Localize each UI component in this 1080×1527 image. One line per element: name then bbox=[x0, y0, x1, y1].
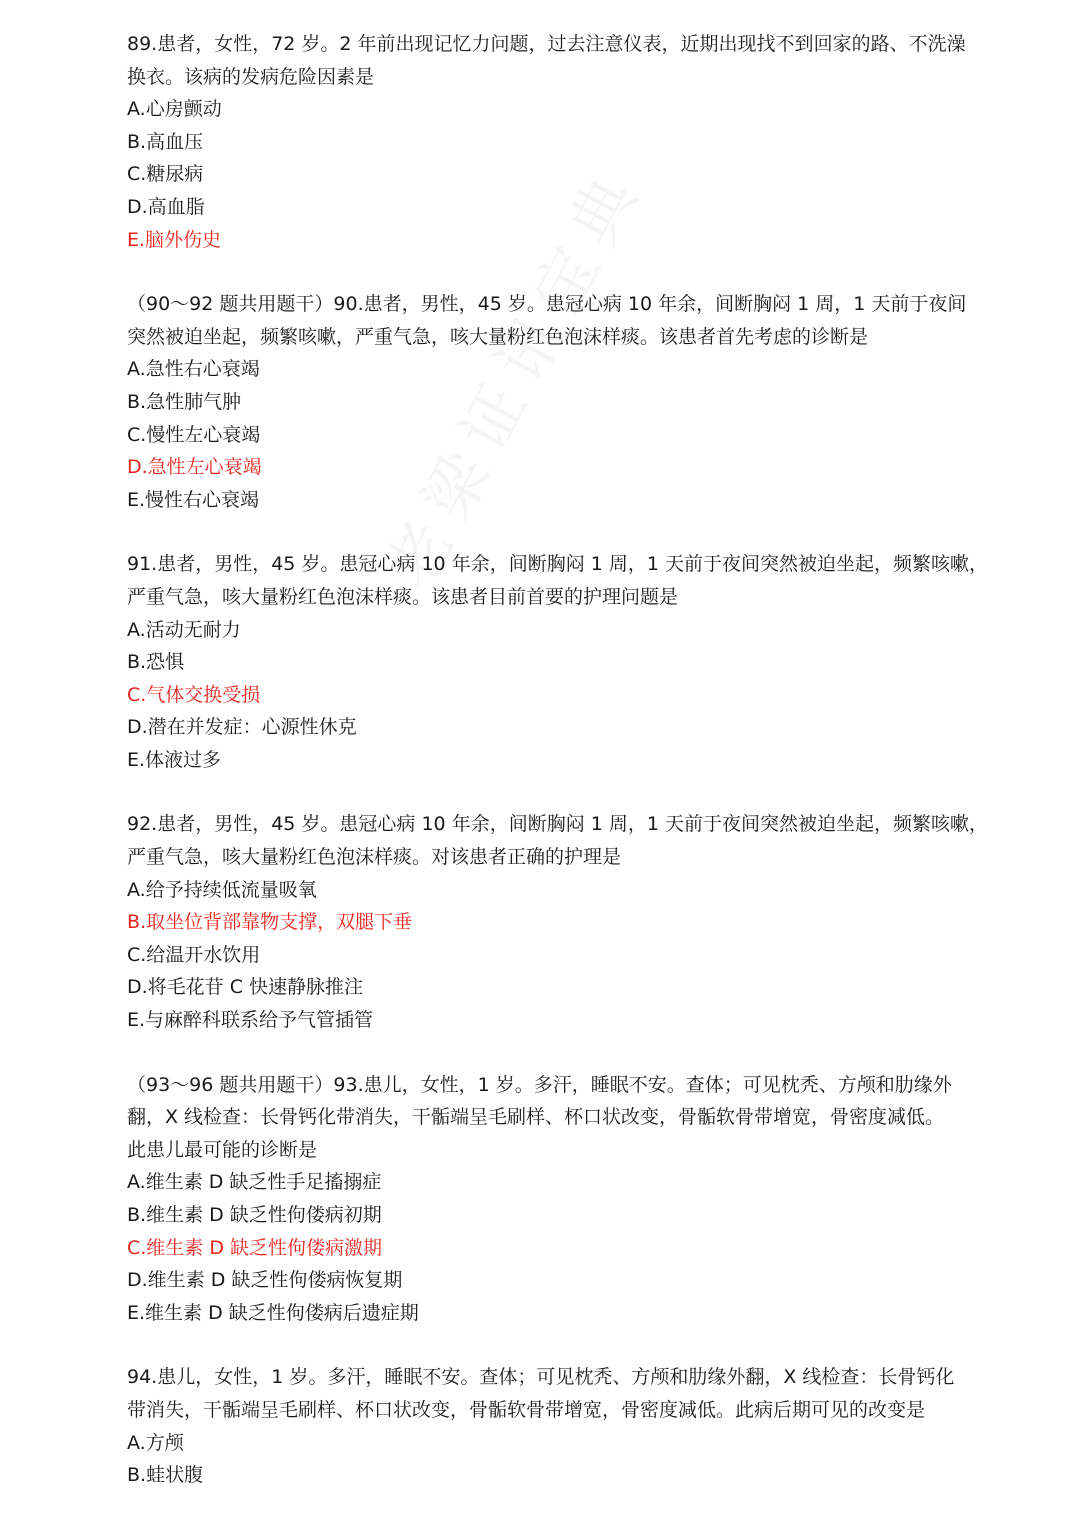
option-b: B.蛙状腹 bbox=[127, 1464, 204, 1487]
stem-line: 91.患者，男性，45 岁。患冠心病 10 年余，间断胸闷 1 周，1 天前于夜间突然被迫坐起，频繁咳嗽， bbox=[127, 553, 988, 576]
option-a: A.心房颤动 bbox=[127, 98, 222, 121]
option-d: D.将毛花苷 C 快速静脉推注 bbox=[127, 976, 364, 999]
question-94 bbox=[127, 1361, 957, 1491]
stem-line: 突然被迫坐起，频繁咳嗽，严重气急，咳大量粉红色泡沫样痰。该患者首先考虑的诊断是 bbox=[127, 325, 869, 348]
stem-line: （93～96 题共用题干）93.患儿，女性，1 岁。多汗，睡眠不安。查体；可见枕秃、方颅和肋缘外 bbox=[127, 1073, 952, 1096]
option-a: A.方颅 bbox=[127, 1431, 184, 1454]
option-e-correct-answer: E.脑外伤史 bbox=[127, 228, 222, 251]
option-b: B.急性肺气肿 bbox=[127, 390, 242, 413]
question-91 bbox=[127, 548, 988, 776]
option-a: A.维生素 D 缺乏性手足搐搦症 bbox=[127, 1171, 382, 1194]
question-stem bbox=[127, 1361, 957, 1426]
stem-line: 带消失，干骺端呈毛刷样、杯口状改变，骨骺软骨带增宽，骨密度减低。此病后期可见的改变是 bbox=[127, 1398, 926, 1421]
option-b-correct-answer: B.取坐位背部靠物支撑，双腿下垂 bbox=[127, 911, 413, 934]
option-c: C.糖尿病 bbox=[127, 163, 204, 186]
stem-line: 94.患儿，女性，1 岁。多汗，睡眠不安。查体；可见枕秃、方颅和肋缘外翻，X 线检查：长骨钙化 bbox=[127, 1366, 955, 1389]
option-b: B.维生素 D 缺乏性佝偻病初期 bbox=[127, 1204, 382, 1226]
option-d-correct-answer: D.急性左心衰竭 bbox=[127, 456, 262, 479]
stem-line: 此患儿最可能的诊断是 bbox=[127, 1138, 318, 1161]
question-page bbox=[127, 28, 988, 1492]
question-stem bbox=[127, 28, 966, 93]
option-b: B.高血压 bbox=[127, 130, 204, 153]
stem-line: 翻，X 线检查：长骨钙化带消失，干骺端呈毛刷样、杯口状改变，骨骺软骨带增宽，骨密度减低。 bbox=[127, 1106, 945, 1129]
option-c-correct-answer: C.气体交换受损 bbox=[127, 683, 261, 706]
option-b: B.恐惧 bbox=[127, 651, 185, 674]
option-c: C.慢性左心衰竭 bbox=[127, 423, 261, 446]
option-e: E.体液过多 bbox=[127, 748, 222, 771]
stem-line: 严重气急，咳大量粉红色泡沫样痰。对该患者正确的护理是 bbox=[127, 846, 622, 869]
question-stem bbox=[127, 808, 988, 873]
question-89 bbox=[127, 28, 966, 256]
option-e: E.与麻醉科联系给予气管插管 bbox=[127, 1009, 374, 1032]
stem-line: （90～92 题共用题干）90.患者，男性，45 岁。患冠心病 10 年余，间断胸闷 1 周，1 天前于夜间 bbox=[127, 293, 967, 316]
question-stem bbox=[127, 548, 988, 613]
question-stem bbox=[127, 1069, 957, 1167]
stem-line: 89.患者，女性，72 岁。2 年前出现记忆力问题，过去注意仪表，近期出现找不到回家的路、不洗澡 bbox=[127, 33, 966, 55]
question-93 bbox=[127, 1069, 957, 1330]
option-a: A.急性右心衰竭 bbox=[127, 358, 260, 381]
stem-line: 92.患者，男性，45 岁。患冠心病 10 年余，间断胸闷 1 周，1 天前于夜间突然被迫坐起，频繁咳嗽， bbox=[127, 813, 988, 836]
stem-line: 换衣。该病的发病危险因素是 bbox=[127, 65, 375, 88]
question-stem bbox=[127, 288, 967, 353]
option-e: E.维生素 D 缺乏性佝偻病后遗症期 bbox=[127, 1301, 419, 1324]
option-c: C.给温开水饮用 bbox=[127, 943, 261, 966]
option-d: D.潜在并发症：心源性休克 bbox=[127, 716, 357, 739]
stem-line: 严重气急，咳大量粉红色泡沫样痰。该患者目前首要的护理问题是 bbox=[127, 585, 679, 608]
option-d: D.维生素 D 缺乏性佝偻病恢复期 bbox=[127, 1269, 403, 1292]
option-c-correct-answer: C.维生素 D 缺乏性佝偻病激期 bbox=[127, 1236, 383, 1259]
question-90 bbox=[127, 288, 967, 516]
option-e: E.慢性右心衰竭 bbox=[127, 488, 260, 511]
option-a: A.活动无耐力 bbox=[127, 618, 241, 641]
option-a: A.给予持续低流量吸氧 bbox=[127, 878, 317, 901]
option-d: D.高血脂 bbox=[127, 195, 205, 218]
question-92 bbox=[127, 808, 988, 1036]
